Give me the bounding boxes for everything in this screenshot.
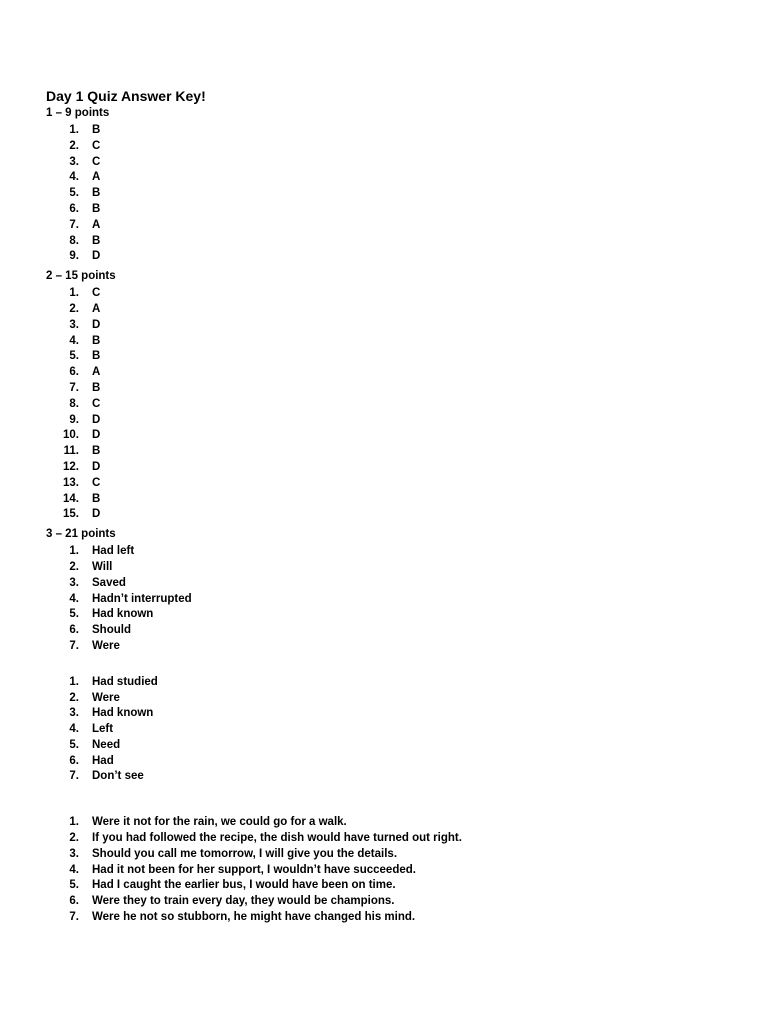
item-answer: Were they to train every day, they would be champions. <box>92 895 395 908</box>
list-item <box>46 592 736 608</box>
item-answer: B <box>92 381 101 394</box>
item-number: 7. <box>69 639 79 652</box>
list-item <box>46 831 736 847</box>
list-item <box>46 738 736 754</box>
item-answer: D <box>92 250 101 263</box>
item-answer: Had I caught the earlier bus, I would have been on time. <box>92 879 396 892</box>
item-number: 9. <box>69 413 79 426</box>
item-answer: D <box>92 413 101 426</box>
list-spacer <box>46 789 736 813</box>
item-number: 4. <box>69 723 79 736</box>
item-answer: B <box>92 445 101 458</box>
item-number: 9. <box>69 250 79 263</box>
list-item <box>46 847 736 863</box>
item-number: 6. <box>69 366 79 379</box>
item-number: 2. <box>69 302 79 315</box>
section-heading: 2 – 15 points <box>46 270 116 283</box>
item-number: 14. <box>63 492 79 505</box>
item-number: 4. <box>69 592 79 605</box>
list-item <box>46 769 736 785</box>
item-number: 5. <box>69 879 79 892</box>
section-heading: 3 – 21 points <box>46 528 116 541</box>
item-answer: D <box>92 318 101 331</box>
list-item <box>46 460 736 476</box>
list-item <box>46 202 736 218</box>
item-number: 1. <box>69 675 79 688</box>
answer-sections <box>46 106 736 926</box>
item-number: 1. <box>69 287 79 300</box>
list-item <box>46 218 736 234</box>
list-item <box>46 123 736 139</box>
list-item <box>46 863 736 879</box>
list-item <box>46 560 736 576</box>
item-answer: A <box>92 366 101 379</box>
item-answer: C <box>92 397 101 410</box>
item-answer: Were <box>92 639 120 652</box>
item-answer: B <box>92 202 101 215</box>
list-item <box>46 428 736 444</box>
list-item <box>46 691 736 707</box>
item-number: 3. <box>69 576 79 589</box>
item-number: 6. <box>69 895 79 908</box>
item-answer: B <box>92 350 101 363</box>
answer-list <box>46 123 736 265</box>
item-answer: Will <box>92 560 113 573</box>
document-page <box>46 86 736 930</box>
list-item <box>46 286 736 302</box>
item-answer: B <box>92 187 101 200</box>
item-number: 1. <box>69 124 79 136</box>
item-number: 3. <box>69 707 79 720</box>
answer-list <box>46 544 736 655</box>
answer-list <box>46 815 736 926</box>
item-number: 5. <box>69 350 79 363</box>
item-number: 11. <box>63 445 79 458</box>
list-item <box>46 910 736 926</box>
item-answer: Were <box>92 691 120 704</box>
item-number: 13. <box>63 476 79 489</box>
list-item <box>46 639 736 655</box>
item-answer: A <box>92 302 101 315</box>
item-number: 7. <box>69 218 79 231</box>
page-title: Day 1 Quiz Answer Key! <box>46 88 206 104</box>
item-number: 4. <box>69 334 79 347</box>
item-number: 8. <box>69 234 79 247</box>
item-answer: Had it not been for her support, I wouldn’t have succeeded. <box>92 863 416 876</box>
item-number: 2. <box>69 139 79 152</box>
item-answer: Hadn’t interrupted <box>92 592 192 605</box>
list-item <box>46 894 736 910</box>
list-item <box>46 722 736 738</box>
list-item <box>46 397 736 413</box>
item-answer: C <box>92 155 101 168</box>
list-item <box>46 302 736 318</box>
item-answer: Don’t see <box>92 770 144 783</box>
item-answer: Saved <box>92 576 126 589</box>
item-number: 3. <box>69 155 79 168</box>
list-item <box>46 170 736 186</box>
item-number: 2. <box>69 691 79 704</box>
list-item <box>46 365 736 381</box>
item-number: 7. <box>69 381 79 394</box>
list-item <box>46 492 736 508</box>
item-number: 5. <box>69 738 79 751</box>
list-item <box>46 381 736 397</box>
list-item <box>46 186 736 202</box>
list-item <box>46 544 736 560</box>
item-number: 4. <box>69 171 79 184</box>
item-answer: Were he not so stubborn, he might have changed his mind. <box>92 911 416 924</box>
item-answer: D <box>92 508 101 521</box>
list-item <box>46 507 736 523</box>
item-answer: If you had followed the recipe, the dish would have turned out right. <box>92 832 462 845</box>
item-answer: C <box>92 139 101 152</box>
list-item <box>46 413 736 429</box>
item-number: 7. <box>69 911 79 924</box>
list-item <box>46 444 736 460</box>
item-answer: B <box>92 492 101 505</box>
item-answer: Were it not for the rain, we could go for a walk. <box>92 816 347 829</box>
list-item <box>46 318 736 334</box>
item-number: 15. <box>63 508 79 521</box>
item-answer: Had <box>92 754 114 767</box>
item-answer: Should <box>92 624 131 637</box>
list-item <box>46 155 736 171</box>
list-item <box>46 334 736 350</box>
item-number: 5. <box>69 187 79 200</box>
item-answer: B <box>92 334 101 347</box>
list-item <box>46 754 736 770</box>
item-answer: Had known <box>92 707 154 720</box>
item-answer: C <box>92 287 101 300</box>
item-answer: Had studied <box>92 675 158 688</box>
list-item <box>46 607 736 623</box>
list-spacer <box>46 659 736 673</box>
item-number: 10. <box>63 429 79 442</box>
item-answer: Should you call me tomorrow, I will give you the details. <box>92 847 398 860</box>
list-item <box>46 249 736 265</box>
list-item <box>46 234 736 250</box>
list-item <box>46 878 736 894</box>
item-number: 7. <box>69 770 79 783</box>
item-number: 12. <box>63 460 79 473</box>
list-item <box>46 139 736 155</box>
list-item <box>46 706 736 722</box>
item-number: 6. <box>69 754 79 767</box>
item-answer: A <box>92 218 101 231</box>
item-answer: Had left <box>92 545 135 558</box>
list-item <box>46 349 736 365</box>
list-item <box>46 675 736 691</box>
item-number: 2. <box>69 560 79 573</box>
answer-list <box>46 675 736 786</box>
list-item <box>46 576 736 592</box>
item-number: 5. <box>69 608 79 621</box>
item-number: 2. <box>69 832 79 845</box>
item-number: 1. <box>69 545 79 558</box>
item-number: 4. <box>69 863 79 876</box>
item-answer: D <box>92 429 101 442</box>
item-answer: Need <box>92 738 121 751</box>
item-number: 3. <box>69 318 79 331</box>
item-number: 8. <box>69 397 79 410</box>
item-answer: Left <box>92 723 114 736</box>
section-heading: 1 – 9 points <box>46 107 110 119</box>
item-number: 6. <box>69 624 79 637</box>
item-answer: D <box>92 460 101 473</box>
item-answer: A <box>92 171 101 184</box>
list-item <box>46 623 736 639</box>
item-answer: B <box>92 124 101 136</box>
answer-list <box>46 286 736 523</box>
item-answer: B <box>92 234 101 247</box>
item-answer: C <box>92 476 101 489</box>
list-item <box>46 815 736 831</box>
item-answer: Had known <box>92 608 154 621</box>
item-number: 1. <box>69 816 79 829</box>
list-item <box>46 476 736 492</box>
item-number: 6. <box>69 202 79 215</box>
item-number: 3. <box>69 847 79 860</box>
